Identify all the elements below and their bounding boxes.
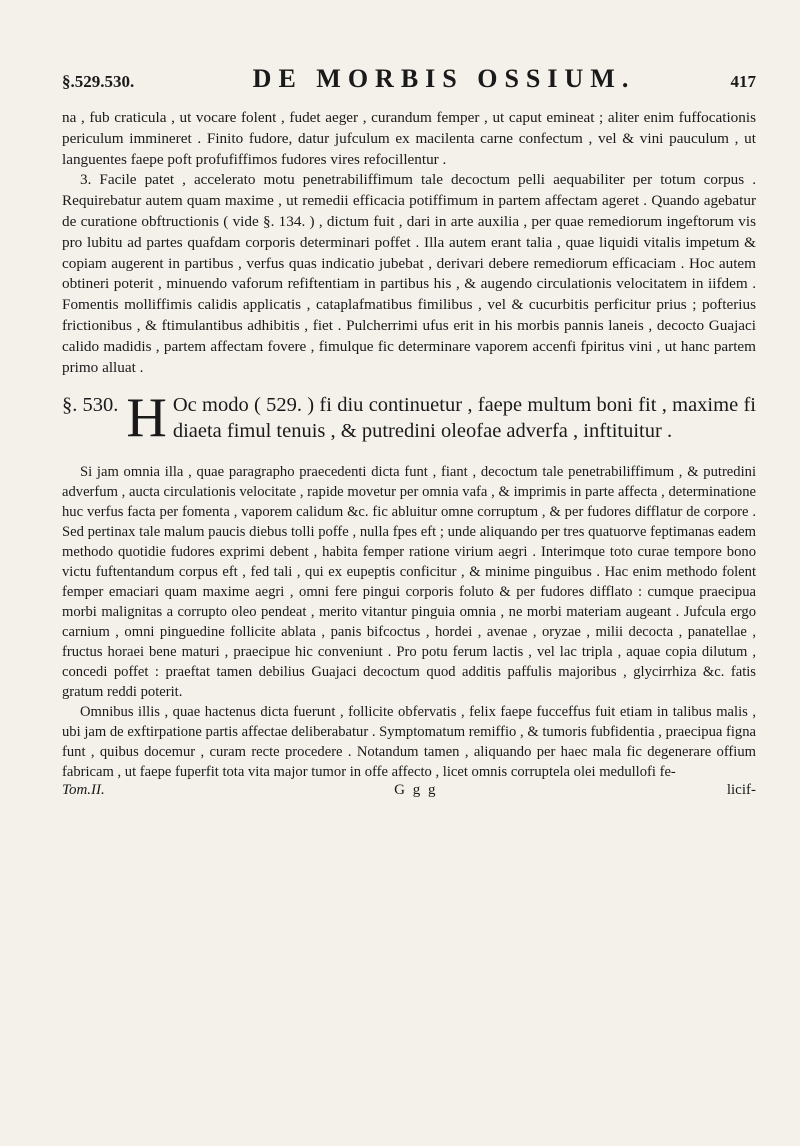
running-header — [62, 64, 756, 94]
paragraph-1: na , fub craticula , ut vocare folent , fudet aeger , curandum femper , ut caput emineat ; aliter enim fuffocationis periculum immineret . Finito fudore, datur jufculum ex macilenta carne confectum , vel & vini pauculum , ut languentes faepe poft profufiffimos fudores vires refocillentur . — [62, 109, 756, 168]
signature-mark: G g g — [394, 782, 438, 799]
volume-mark: Tom.II. — [62, 782, 105, 799]
drop-cap: H — [126, 387, 167, 450]
paragraph-2: 3. Facile patet , accelerato motu penetrabiliffimum tale decoctum pelli aequabiliter per totum corpus . Requirebatur autem quam maxime , ut remedii efficacia potiffimum in partem affectam ageret . Quando agebatur de curatione obftructionis ( vide §. 134. ) , dictum fuit , dari in arte auxilia , per quae remediorum ingeftorum vis pro lubitu ad partes quafdam corporis determinari poffet . Illa autem erant talia , quae liquidi vitalis impetum & copiam augerent in partibus , verfus quas indicatio jubebat , derivari debere remediorum efficaciam . Hoc autem obtineri poterit , minuendo vaforum refiftentiam in partibus his , & augendo circulationis velocitatem in iifdem . Fomentis molliffimis calidis applicatis , cataplafmatibus fimilibus , vel & cucurbitis perficitur prius ; pofterius frictionibus , & ftimulantibus adhibitis , fiet . Pulcherrimi ufus erit in his morbis pannis laneis , decocto Guajaci calido madidis , partem affectam fovere , fimulque fic determinare vaporem accenfi fpiritus vini , ut hanc partem primo alluat . — [62, 171, 756, 376]
commentary-block-top — [62, 108, 756, 378]
section-number: §. 530. — [62, 394, 119, 417]
commentary-paragraph-1: Si jam omnia illa , quae paragrapho praecedenti dicta funt , fiant , decoctum tale penetrabiliffimum , & putredini adverfum , aucta circulationis velocitate , rapide movetur per omnia vafa , & imprimis in parte affecta , determinatione huc verfus facta per fomenta , vaporem calidum &c. fic abluitur omne corruptum , & per fudores difflatur de corpore . Sed pertinax tale malum paucis diebus tolli poffe , nulla fpes eft ; unde aliquando per tres quatuorve feptimanas eadem methodo quotidie fudores exprimi debent , habita femper ratione virium aegri . Interimque toto curae tempore bono victu fuftentandum corpus eft , fed tali , qui ex eupeptis conficitur , & minime pinguibus . Hac enim methodo folent femper emaciari quam maxime aegri , omni fere pingui corporis foluto & per fudores difflato : cumque praecipua morbi malignitas a corrupto oleo pendeat , merito vitantur pinguia omnia , ne morbi materiam augeant . Jufcula ergo carnium , omni pinguedine follicite ablata , panis bifcoctus , hordei , avenae , oryzae , milii decocta , panatellae , fructus horaei bene maturi , praecipue hic conveniunt . Pro potu ferum lactis , vel lac tripla , aquae copia dilutum , concedi poffet : praeftat tamen debilius Guajaci decoctum quod additis paffulis majoribus , glycirrhiza &c. fatis gratum reddi poterit. — [62, 464, 756, 701]
header-section-ref: §.529.530. — [62, 72, 135, 91]
catchword: licif- — [726, 782, 756, 799]
aphorism-body: Oc modo ( 529. ) fi diu continuetur , faepe multum boni fit , maxime fi diaeta fimul tenuis , & putredini oleofae adverfa , inftituitur . — [172, 394, 756, 443]
aphorism-text — [126, 387, 756, 450]
commentary-paragraph-2: Omnibus illis , quae hactenus dicta fuerunt , follicite obfervatis , felix faepe fucceffus fuit etiam in talibus malis , ubi jam de exftirpatione partis affectae deliberabatur . Symptomatum remiffio , & tumoris fubfidentia , praecipua figna funt , quibus docemur , curam recte procedere . Notandum tamen , aliquando per haec mala fic degenerare offium fabricam , ut faepe fuperfit tota vita major tumor in offe affecto , licet omnis corruptela olei medullofi fe- — [62, 704, 756, 781]
header-title: DE MORBIS OSSIUM. — [252, 64, 636, 93]
commentary-block-bottom — [62, 462, 756, 782]
page-number: 417 — [730, 72, 756, 91]
page-footer — [62, 782, 756, 799]
aphorism-530 — [62, 387, 756, 450]
